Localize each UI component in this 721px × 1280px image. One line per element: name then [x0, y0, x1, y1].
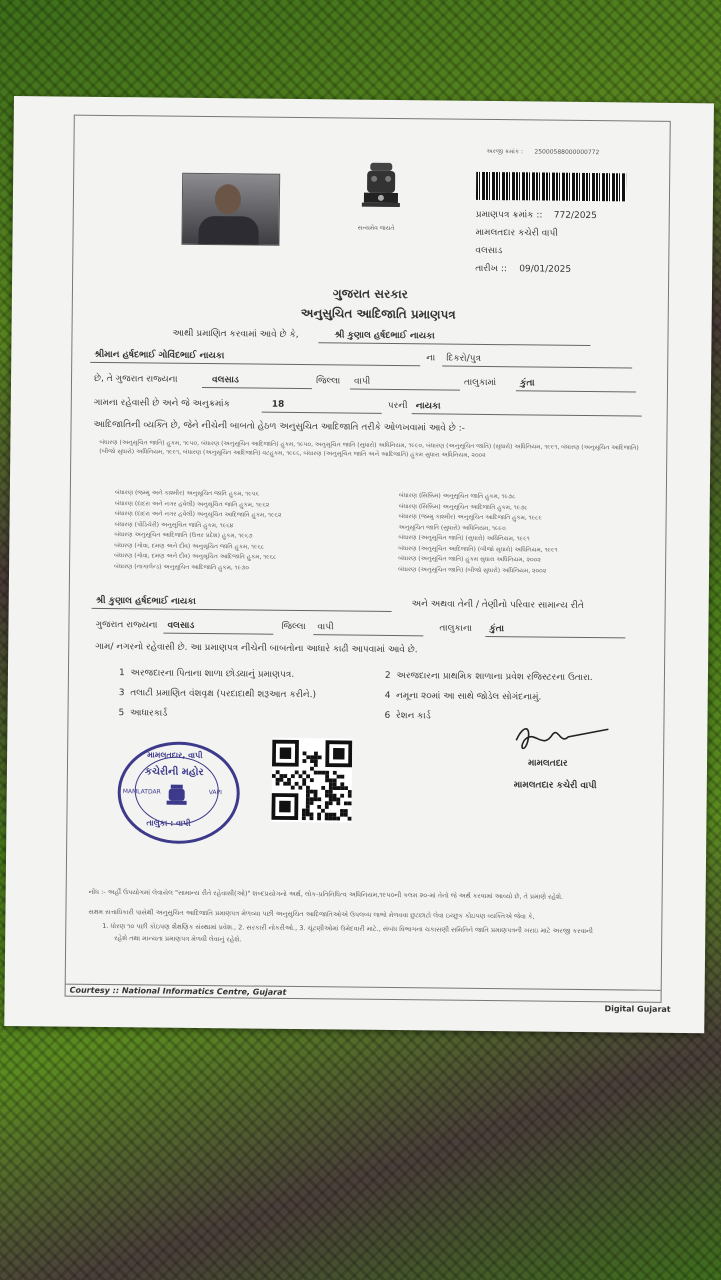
digital-gujarat-text: Digital Gujarat — [604, 1004, 671, 1014]
tribe-sentence: આદિજાતિની વ્યક્તિ છે, જેને નીચેની બાબતો હેઠળ અનુસુચિત આદિજાતિ તરીકે ઓળખવામાં આવે છે :- — [93, 419, 465, 434]
courtesy-text: Courtesy :: National Informatics Centre, Gujarat — [69, 985, 287, 997]
family-text: અને અથવા તેની / તેણીનો પરિવાર સામાન્ય રીતે — [411, 599, 584, 611]
order-item: બંધારણ (જમ્મુ અને કાશ્મીર) અનુસૂચિત જાતિ હુકમ, ૧૯૫૬ — [114, 489, 260, 498]
note-paragraph: સક્ષમ સત્તાધિકારી પાસેથી અનુસુચિત આદિજાતિ પ્રમાણપત્ર મેળવ્યા પછી અનુસુચિત આદિજાતિઓએ ઉપલબ્ધ લાભો મેળવવા છુટછાટો લેવા ઇચ્છુક કોઇપણ વ્યક્તિએ જેવા કે, — [88, 907, 535, 921]
applicant-name: શ્રી કુણાલ હર્ષદભાઈ નાયકા — [334, 330, 435, 342]
order-item: બંધારણ (દાદરા અને નગર હવેલી) અનુસૂચિત જાતિ હુકમ, ૧૯૬૨ — [114, 499, 270, 509]
order-item: બંધારણ (પોંડિચેરી) અનુસૂચિત જાતિ હુકમ, ૧૯૬૪ — [114, 520, 234, 529]
certificate-frame — [65, 115, 671, 1003]
seal-top-text: મામલતદાર, વાપી — [147, 750, 203, 761]
district-name: વલસાડ — [475, 245, 503, 257]
seal-middle-text: કચેરીની મહોર — [144, 766, 204, 779]
orders-right-list — [398, 491, 558, 577]
officer-signature — [508, 720, 618, 761]
issue-text: ગામ/ નગરનો રહેવાસી છે. આ પ્રમાણપત્ર નીચેની બાબતોના આધારે કાઢી આપવામાં આવે છે. — [95, 641, 418, 656]
office-seal — [117, 741, 240, 844]
state-prefix: છે, તે ગુજરાત રાજ્યના — [93, 373, 178, 385]
father-name: શ્રીમાન હર્ષદભાઈ ગોવિંદભાઈ નાયકા — [94, 349, 225, 362]
basis-item-6: 6 રેશન કાર્ડ — [384, 710, 431, 722]
village-2: કુંતા — [489, 624, 505, 635]
order-item: બંધારણ (સિક્કિમ) અનુસૂચિત આદિજાતિ હુકમ, ૧૯૭૮ — [398, 502, 528, 511]
signature-caption: મામલતદાર — [527, 758, 568, 769]
office-name: મામલતદાર કચેરી વાપી — [475, 227, 558, 239]
applicant-photo — [181, 173, 280, 246]
serial-number: 18 — [271, 399, 285, 410]
of-label: ના — [426, 353, 436, 364]
qr-code — [271, 738, 352, 823]
district-label: જિલ્લા — [315, 376, 341, 387]
note-item-2: રહેશે તથા માન્યતા પ્રમાણપત્ર મેળવી લેવાનું રહેશે. — [114, 934, 242, 944]
note-item-1: 1. ધોરણ ૧૦ પછી કોઇપણ શૈક્ષણિક સંસ્થામાં પ્રવેશ., 2. સરકારી નોકરીઓ., 3. ચૂંટણીઓમાં ઉમેદવારી માટે., સંબંધ વિભાગના ચકાસણી સમિતિને જાતિ પ્રમાણપત્રની ખરાઇ માટે અરજી કરવાની — [102, 921, 593, 936]
order-item: બંધારણ (જમ્મુ કાશ્મીર) અનુસૂચિત આદિજાતિ હુકમ, ૧૯૮૯ — [398, 513, 543, 522]
seal-side-right: VAPI — [208, 789, 222, 797]
order-item: બંધારણ (અનુસૂચિત આદિજાતિ) (બીજો સુધારો) અધિનિયમ, ૧૯૯૧ — [398, 544, 558, 554]
district-2: વલસાડ — [167, 620, 195, 631]
certificate-number-label: પ્રમાણપત્ર ક્રમાંક :: — [475, 209, 543, 221]
district-value: વલસાડ — [211, 375, 239, 386]
village-value: કુંતા — [519, 378, 535, 389]
order-item: બંધારણ અનુસૂચિત આદિજાતિ (ઉત્તર પ્રદેશ) હુકમ, ૧૯૬૭ — [114, 531, 253, 540]
basis-item-5: 5 આધારકાર્ડ — [118, 708, 168, 719]
certificate-paper — [4, 96, 714, 1033]
certificate-number: 772/2025 — [553, 210, 597, 222]
issue-date: 09/01/2025 — [519, 264, 572, 275]
order-item: બંધારણ (અનુસૂચિત જાતિ) (બીજો સુધારો) અધિનિયમ, ૨૦૦૨ — [398, 565, 547, 575]
order-item: અનુસૂચિત જાતિ (સુધારો) અધિનિયમ, ૧૯૯૦ — [398, 523, 506, 532]
seal-bottom-text: તાલુકા : વાપી — [146, 818, 191, 828]
state-emblem-icon — [356, 159, 407, 224]
government-title: ગુજરાત સરકાર — [332, 286, 408, 302]
orders-intro-text: બંધારણ (અનુસૂચિત જાતિ) હુકમ, ૧૯૫૦, બંધારણ (અનુસૂચિત આદિજાતિ) હુકમ, ૧૯૫૦, અનુસૂચિત જાતિ (સુધારો) અધિનિયમ, ૧૯૯૦, બંધારણ (અનુસૂચિત જાતિ) (સુધારો) અધિનિયમ, ૧૯૯૧, બંધારણ (અનુસૂચિત આદિજાતિ) (બીજો સુધારો) અધિનિયમ, ૧૯૯૧, બંધારણ (અનુસૂચિત આદિજાતિ) વટહુકમ, ૧૯૯૬, બંધારણ (અનુસૂચિત જાતિ અને આદિજાતિ) હુકમ સુધારા અધિનિયમ, ૨૦૦૨ — [99, 438, 639, 459]
order-item: બંધારણ (અનુસૂચિત જાતિ) (સુધારો) અધિનિયમ, ૧૯૯૧ — [398, 534, 530, 543]
basis-item-1: 1 અરજદારના પિતાના શાળા છોડ્યાનું પ્રમાણપત્ર. — [118, 668, 295, 680]
order-item: બંધારણ (ગોવા, દમણ અને દીવ) અનુસૂચિત જાતિ હુકમ, ૧૯૬૮ — [114, 541, 265, 551]
order-item: બંધારણ (અનુસૂચિત જાતિ) હુકમ સુધારા અધિનિયમ, ૨૦૦૨ — [398, 555, 541, 564]
taluka-value: વાપી — [353, 376, 371, 387]
basis-item-4: 4 નમૂના ૨૦માં આ સાથે જોડેલ સોગંદનામું. — [384, 690, 542, 703]
district-2-label: જિલ્લા — [281, 621, 306, 633]
officer-designation: મામલતદાર કચેરી વાપી — [513, 780, 597, 792]
village-prefix: ગામના રહેવાસી છે અને જે અનુક્રમાંક — [93, 397, 231, 410]
basis-item-3: 3 તલાટી પ્રમાણિત વંશવૃક્ષ (પરદાદાથી શરૂઆત કરીને.) — [118, 688, 317, 701]
taluka-label: તાલુકામાં — [463, 377, 497, 389]
note-text: નોંધ :- અહીં ઉપયોગમાં લેવાયેલ "સામાન્ય રીતે રહેવાસી(ઓ)" શબ્દપ્રયોગનો અર્થ, લોક-પ્રતિનિધિત્વ અધિનિયમ,૧૯૫૦ની કલમ ૨૦-માં તેનો જે અર્થ કરવામાં આવ્યો છે, તે પ્રમાણે રહેશે. — [88, 887, 564, 901]
order-item: બંધારણ (નાગાલેન્ડ) અનુસૂચિત આદિજાતિ હુકમ, ૧૯૭૦ — [114, 562, 249, 571]
basis-item-2: 2 અરજદારના પ્રાથમિક શાળાના પ્રવેશ રજિસ્ટરના ઉતારા. — [384, 670, 593, 684]
taluka-2: વાપી — [317, 622, 334, 633]
application-barcode — [476, 172, 626, 202]
applicant-name-2: શ્રી કુણાલ હર્ષદભાઈ નાયકા — [95, 595, 196, 607]
emblem-caption: સત્યમેવ જયતે — [357, 224, 395, 232]
order-item: બંધારણ (સિક્કિમ) અનુસૂચિત જાતિ હુકમ, ૧૯૭૮ — [398, 492, 516, 501]
order-item: બંધારણ (દાદરા અને નગર હવેલી) અનુસૂચિત આદિજાતિ હુકમ, ૧૯૬૨ — [114, 510, 282, 519]
relation: દિકરો/પુત્ર — [446, 353, 482, 364]
orders-left-list — [114, 488, 282, 574]
state-2: ગુજરાત રાજ્યના — [95, 619, 158, 631]
taluka-2-label: તાલુકાના — [439, 623, 472, 634]
application-number: 25000588000000772 — [534, 148, 600, 157]
seal-side-left: MAMLATDAR — [122, 788, 161, 796]
order-item: બંધારણ (ગોવા, દમણ અને દીવ) અનુસૂચિત આદિજાતિ હુકમ, ૧૯૬૮ — [114, 552, 277, 561]
caste-value: નાયકા — [415, 401, 441, 412]
application-number-label: અરજી ક્રમાંક : — [486, 147, 524, 156]
certify-prefix: આથી પ્રમાણિત કરવામાં આવે છે કે, — [172, 328, 299, 340]
seal-emblem-icon — [165, 783, 189, 809]
certificate-title: અનુસુચિત આદિજાતિ પ્રમાણપત્ર — [300, 306, 456, 322]
date-label: તારીખ :: — [475, 263, 508, 275]
caste-label: પરની — [387, 400, 408, 412]
